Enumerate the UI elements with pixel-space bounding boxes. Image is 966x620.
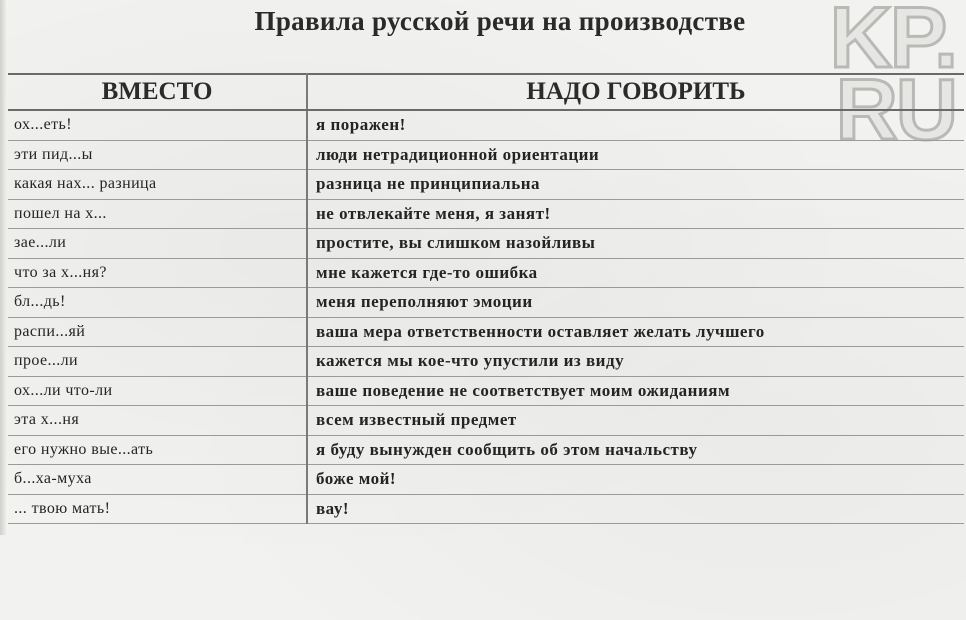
table-row (8, 465, 964, 495)
cell-instead: эти пид...ы (8, 140, 307, 170)
cell-say: я буду вынужден сообщить об этом начальству (307, 435, 964, 465)
table-row (8, 199, 964, 229)
cell-say: ваше поведение не соответствует моим ожиданиям (307, 376, 964, 406)
cell-say: всем известный предмет (307, 406, 964, 436)
table-row (8, 317, 964, 347)
cell-instead: что за х...ня? (8, 258, 307, 288)
cell-instead: какая нах... разница (8, 170, 307, 200)
table-row (8, 258, 964, 288)
table-row (8, 376, 964, 406)
table-row (8, 347, 964, 377)
watermark-line-1: KP. (829, 0, 956, 86)
cell-instead: б...ха-муха (8, 465, 307, 495)
page-title: Правила русской речи на производстве (254, 6, 746, 36)
table-row (8, 288, 964, 318)
cell-say: меня переполняют эмоции (307, 288, 964, 318)
table-row (8, 110, 964, 140)
table-row (8, 229, 964, 259)
cell-instead: эта х...ня (8, 406, 307, 436)
cell-instead: распи...яй (8, 317, 307, 347)
table-row (8, 140, 964, 170)
table-row (8, 435, 964, 465)
table-row (8, 406, 964, 436)
rules-table (8, 62, 964, 524)
cell-say: вау! (307, 494, 964, 524)
table-body (8, 110, 964, 524)
table-row (8, 494, 964, 524)
cell-instead: ... твою мать! (8, 494, 307, 524)
rules-table-container (8, 62, 964, 524)
cell-say: боже мой! (307, 465, 964, 495)
page-edge-shadow (0, 0, 6, 535)
cell-say: кажется мы кое-что упустили из виду (307, 347, 964, 377)
column-header-instead: ВМЕСТО (8, 74, 307, 110)
cell-instead: зае...ли (8, 229, 307, 259)
column-header-say: НАДО ГОВОРИТЬ (307, 74, 964, 110)
cell-instead: пошел на х... (8, 199, 307, 229)
cell-say: люди нетрадиционной ориентации (307, 140, 964, 170)
cell-instead: его нужно вые...ать (8, 435, 307, 465)
table-row (8, 170, 964, 200)
cell-say: я поражен! (307, 110, 964, 140)
cell-say: мне кажется где-то ошибка (307, 258, 964, 288)
cell-say: не отвлекайте меня, я занят! (307, 199, 964, 229)
cell-instead: ох...еть! (8, 110, 307, 140)
cell-instead: ох...ли что-ли (8, 376, 307, 406)
cell-say: простите, вы слишком назойливы (307, 229, 964, 259)
cell-instead: бл...дь! (8, 288, 307, 318)
watermark-line-2: RU (835, 62, 956, 158)
cell-say: ваша мера ответственности оставляет желать лучшего (307, 317, 964, 347)
table-header-row (8, 74, 964, 110)
cell-say: разница не принципиальна (307, 170, 964, 200)
cell-instead: прое...ли (8, 347, 307, 377)
